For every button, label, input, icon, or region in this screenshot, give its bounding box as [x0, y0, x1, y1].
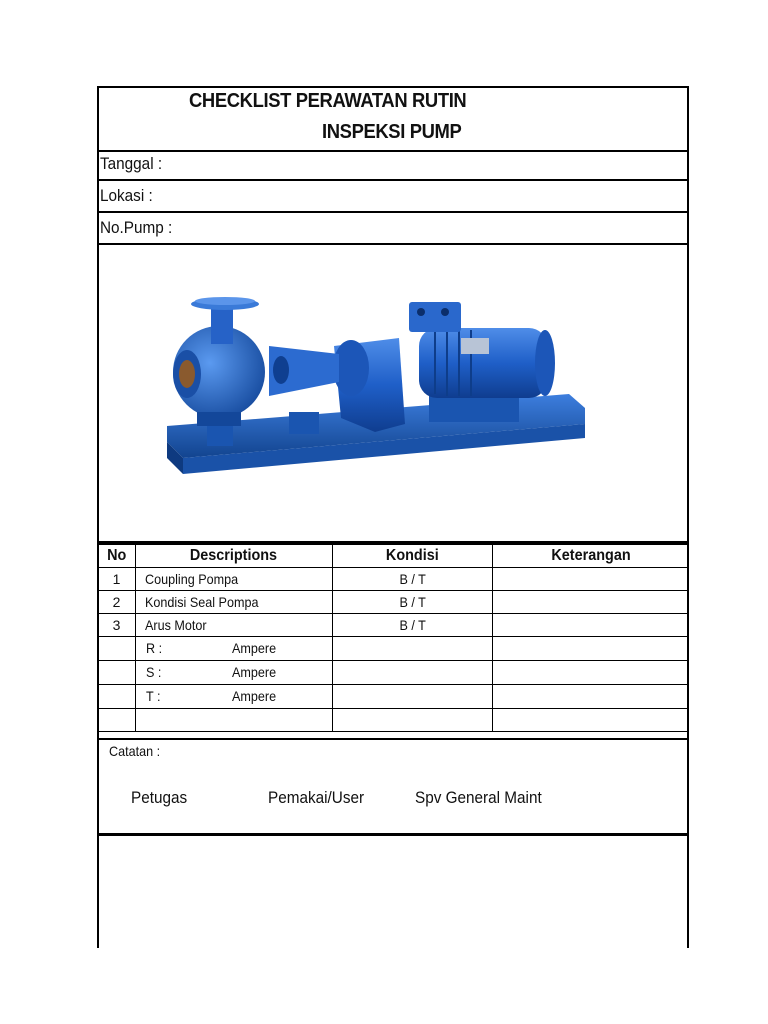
row-keterangan[interactable] — [493, 590, 689, 613]
title-line-2: INSPEKSI PUMP — [322, 121, 462, 143]
title-line-1: CHECKLIST PERAWATAN RUTIN — [189, 90, 467, 112]
signature-spv: Spv General Maint — [415, 788, 542, 807]
row-keterangan[interactable] — [493, 684, 689, 708]
row-keterangan[interactable] — [493, 660, 689, 684]
row-kondisi[interactable] — [332, 684, 493, 708]
phase-s: S : Ampere — [135, 660, 332, 684]
nopump-row[interactable] — [99, 214, 687, 245]
row-kondisi[interactable] — [332, 660, 493, 684]
row-kondisi[interactable]: B / T — [332, 590, 493, 613]
row-no: 2 — [98, 590, 136, 613]
table-row — [98, 684, 689, 708]
table-row — [98, 613, 689, 636]
nopump-label: No.Pump : — [100, 218, 173, 237]
table-row — [98, 660, 689, 684]
tanggal-label: Tanggal : — [100, 154, 163, 173]
notes-area[interactable] — [99, 738, 687, 836]
header-descriptions: Descriptions — [135, 544, 332, 567]
form-title — [99, 88, 687, 152]
row-kondisi[interactable] — [332, 636, 493, 660]
lokasi-label: Lokasi : — [100, 186, 153, 205]
row-description: Arus Motor — [135, 613, 332, 636]
header-kondisi: Kondisi — [332, 544, 493, 567]
row-no: 3 — [98, 613, 136, 636]
lokasi-row[interactable] — [99, 182, 687, 213]
row-keterangan[interactable] — [493, 613, 689, 636]
pump-image-area — [99, 246, 687, 543]
phase-t: T : Ampere — [135, 684, 332, 708]
row-description: Coupling Pompa — [135, 567, 332, 590]
tanggal-row[interactable] — [99, 150, 687, 181]
notes-label: Catatan : — [109, 743, 161, 759]
checklist-table — [97, 543, 689, 732]
row-description: Kondisi Seal Pompa — [135, 590, 332, 613]
phase-r: R : Ampere — [135, 636, 332, 660]
table-row — [98, 590, 689, 613]
centrifugal-pump-icon — [99, 246, 691, 543]
row-keterangan[interactable] — [493, 567, 689, 590]
header-keterangan: Keterangan — [493, 544, 689, 567]
row-kondisi[interactable]: B / T — [332, 567, 493, 590]
table-row — [98, 567, 689, 590]
row-kondisi[interactable]: B / T — [332, 613, 493, 636]
row-no: 1 — [98, 567, 136, 590]
signature-petugas: Petugas — [131, 788, 188, 807]
table-header-row — [98, 544, 689, 567]
row-keterangan[interactable] — [493, 636, 689, 660]
table-row — [98, 708, 689, 731]
signature-user: Pemakai/User — [268, 788, 365, 807]
header-no: No — [98, 544, 136, 567]
table-row — [98, 636, 689, 660]
checklist-form — [97, 86, 689, 948]
